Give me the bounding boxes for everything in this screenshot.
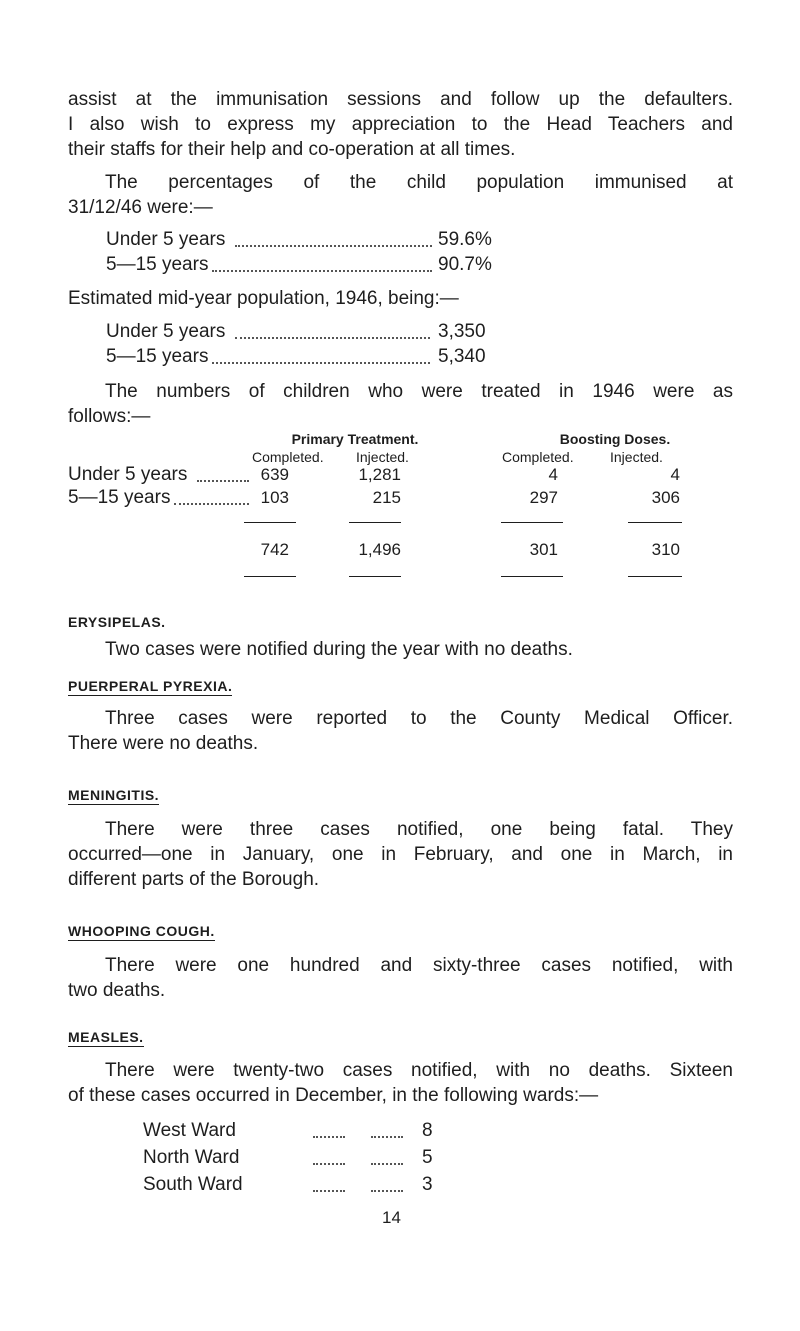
ward-north-count: 5 — [422, 1147, 433, 1168]
puerperal-line-2: There were no deaths. — [68, 733, 259, 754]
percentage-under5-label: Under 5 years — [106, 229, 226, 250]
measles-heading-text: MEASLES. — [68, 1029, 144, 1045]
population-under5-value: 3,350 — [438, 321, 486, 342]
dot-leader — [235, 337, 430, 339]
rule — [628, 576, 682, 577]
cell-under5-primary-injected: 1,281 — [358, 465, 401, 484]
boost-injected-header: Injected. — [610, 449, 663, 465]
boosting-doses-header: Boosting Doses. — [559, 431, 671, 447]
rule — [349, 576, 401, 577]
total-boost-completed: 301 — [529, 540, 558, 559]
treated-line-2: follows:— — [68, 406, 151, 427]
cell-under5-primary-completed: 639 — [260, 465, 289, 484]
erysipelas-heading: ERYSIPELAS. — [68, 614, 166, 630]
page-number: 14 — [382, 1208, 401, 1227]
primary-completed-header: Completed. — [252, 449, 324, 465]
meningitis-line-2: occurred—one in January, one in February, and one in March, in — [68, 844, 733, 865]
percentages-line-2: 31/12/46 were:— — [68, 197, 213, 218]
population-intro: Estimated mid-year population, 1946, being:— — [68, 288, 459, 309]
population-under5-label: Under 5 years — [106, 321, 226, 342]
ward-south-name: South Ward — [143, 1174, 243, 1195]
dot-leader — [313, 1136, 345, 1138]
percentages-line-1: The percentages of the child population immunised at — [105, 172, 733, 193]
ward-west-name: West Ward — [143, 1120, 236, 1141]
ward-south-count: 3 — [422, 1174, 433, 1195]
cell-under5-boost-completed: 4 — [548, 465, 558, 484]
dot-leader — [212, 270, 432, 272]
rule — [501, 522, 563, 523]
table-row-under5-label: Under 5 years — [68, 464, 188, 485]
puerperal-line-1: Three cases were reported to the County Medical Officer. — [105, 708, 733, 729]
dot-leader — [371, 1190, 403, 1192]
dot-leader — [371, 1136, 403, 1138]
rule — [349, 522, 401, 523]
measles-heading — [68, 1028, 144, 1046]
meningitis-line-3: different parts of the Borough. — [68, 869, 320, 890]
erysipelas-text: Two cases were notified during the year with no deaths. — [105, 639, 573, 660]
meningitis-heading — [68, 786, 159, 804]
percentage-under5-value: 59.6% — [438, 229, 492, 250]
measles-line-2: of these cases occurred in December, in the following wards:— — [68, 1085, 599, 1106]
total-primary-completed: 742 — [260, 540, 289, 559]
percentage-5to15-label: 5—15 years — [106, 254, 209, 275]
dot-leader — [313, 1163, 345, 1165]
treated-line-1: The numbers of children who were treated in 1946 were as — [105, 381, 733, 402]
cell-5to15-primary-injected: 215 — [372, 488, 401, 507]
whooping-line-2: two deaths. — [68, 980, 166, 1001]
primary-injected-header: Injected. — [356, 449, 409, 465]
rule — [628, 522, 682, 523]
intro-line-2: I also wish to express my appreciation to the Head Teachers and — [68, 114, 733, 135]
cell-5to15-boost-completed: 297 — [529, 488, 558, 507]
intro-line-1: assist at the immunisation sessions and follow up the defaulters. — [68, 89, 733, 110]
meningitis-heading-text: MENINGITIS. — [68, 787, 160, 803]
percentage-5to15-value: 90.7% — [438, 254, 492, 275]
rule — [244, 576, 296, 577]
puerperal-heading — [68, 677, 232, 695]
whooping-line-1: There were one hundred and sixty-three cases notified, with — [105, 955, 733, 976]
dot-leader — [371, 1163, 403, 1165]
population-5to15-value: 5,340 — [438, 346, 486, 367]
cell-5to15-primary-completed: 103 — [260, 488, 289, 507]
rule — [244, 522, 296, 523]
dot-leader — [235, 245, 432, 247]
total-boost-injected: 310 — [651, 540, 680, 559]
table-row-5to15-label: 5—15 years — [68, 487, 171, 508]
whooping-heading — [68, 922, 215, 940]
puerperal-heading-text: PUERPERAL PYREXIA. — [68, 678, 233, 694]
measles-line-1: There were twenty-two cases notified, with no deaths. Sixteen — [105, 1060, 733, 1081]
boost-completed-header: Completed. — [502, 449, 574, 465]
total-primary-injected: 1,496 — [358, 540, 401, 559]
cell-5to15-boost-injected: 306 — [651, 488, 680, 507]
cell-under5-boost-injected: 4 — [670, 465, 680, 484]
intro-line-3: their staffs for their help and co-operation at all times. — [68, 139, 516, 160]
meningitis-line-1: There were three cases notified, one being fatal. They — [105, 819, 733, 840]
ward-north-name: North Ward — [143, 1147, 240, 1168]
whooping-heading-text: WHOOPING COUGH. — [68, 923, 215, 939]
primary-treatment-header: Primary Treatment. — [291, 431, 419, 447]
dot-leader — [313, 1190, 345, 1192]
ward-west-count: 8 — [422, 1120, 433, 1141]
population-5to15-label: 5—15 years — [106, 346, 209, 367]
rule — [501, 576, 563, 577]
dot-leader — [212, 362, 430, 364]
